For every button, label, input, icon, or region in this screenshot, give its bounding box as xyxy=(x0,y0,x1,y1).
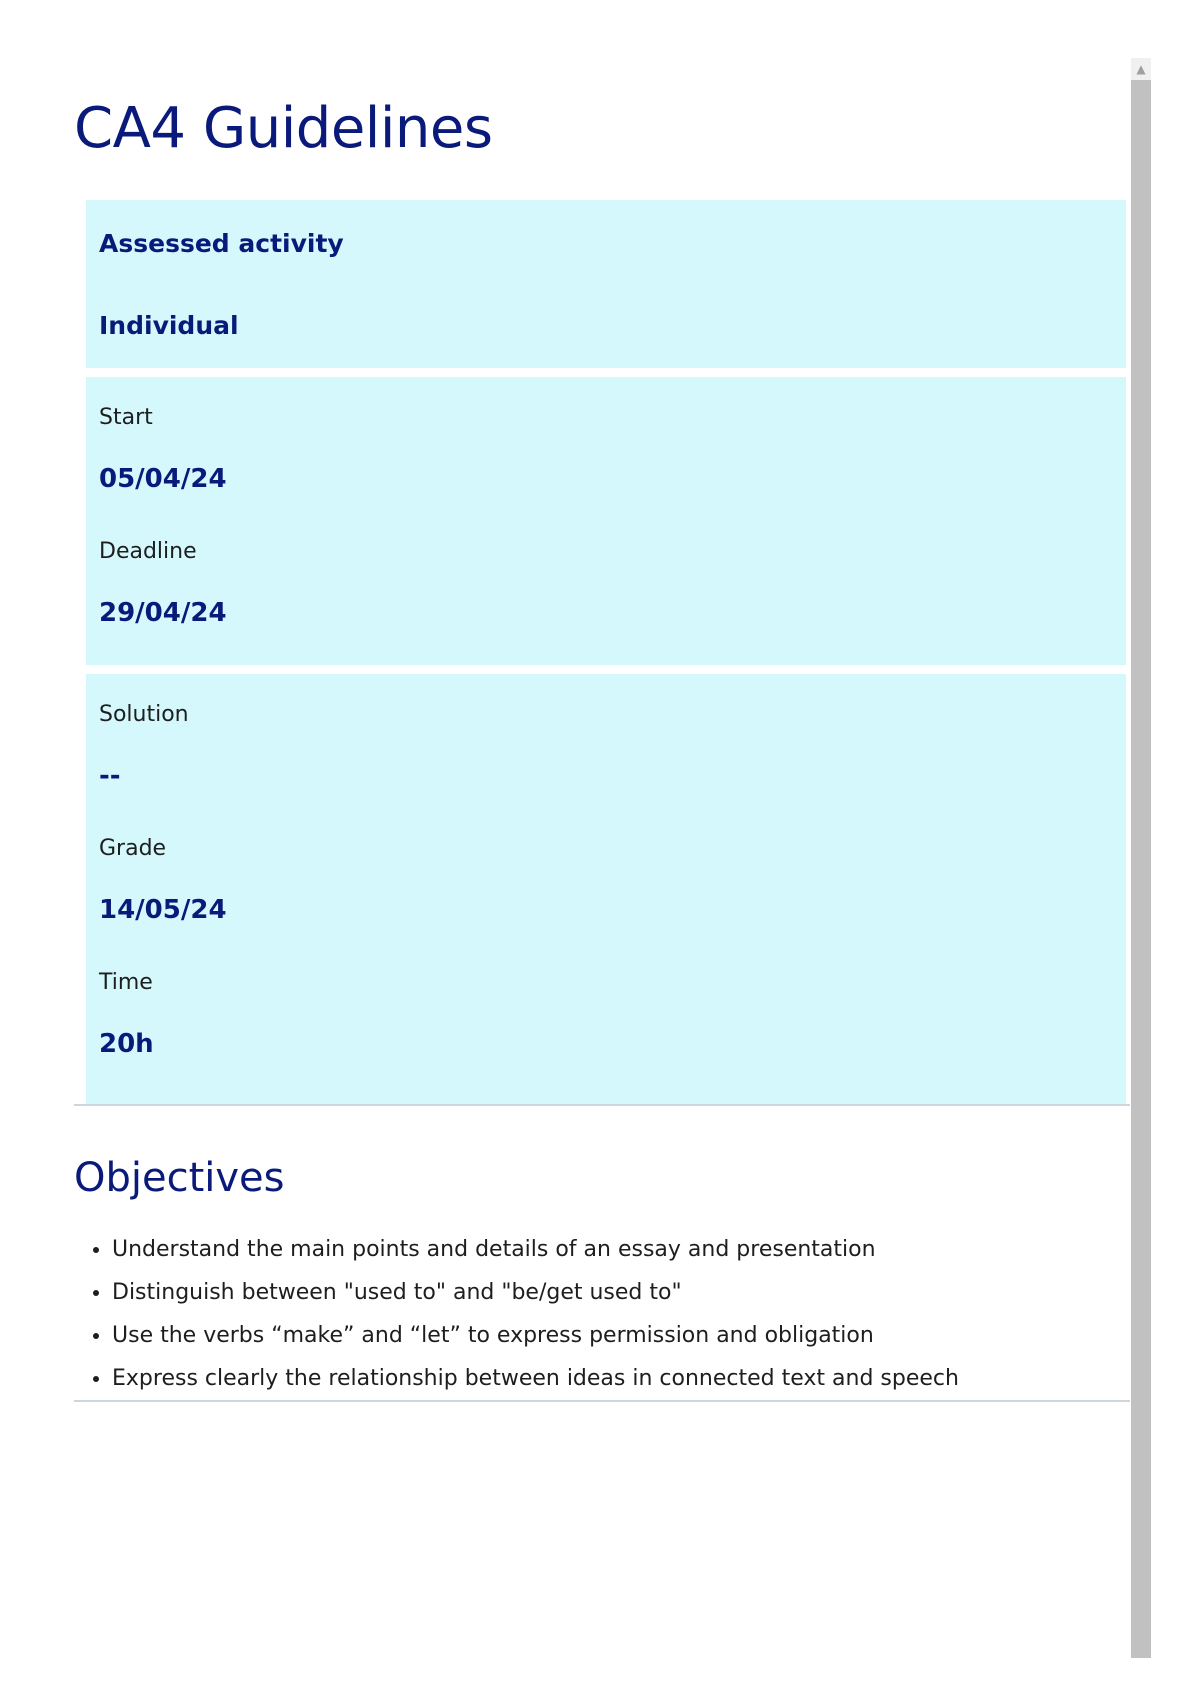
objective-item: • Use the verbs “make” and “let” to express permission and obligation xyxy=(112,1314,1126,1357)
deadline-label: Deadline xyxy=(99,538,197,564)
activity-type: Assessed activity xyxy=(99,228,344,258)
grade-value: 14/05/24 xyxy=(99,894,227,925)
page-title: CA4 Guidelines xyxy=(74,96,493,161)
main-content xyxy=(74,60,1126,1402)
objectives-list xyxy=(74,1228,1126,1400)
time-label: Time xyxy=(99,969,153,995)
start-value: 05/04/24 xyxy=(99,463,227,494)
deadline-value: 29/04/24 xyxy=(99,597,227,628)
deadline-field xyxy=(99,537,1113,629)
objective-item: • Express clearly the relationship between ideas in connected text and speech xyxy=(112,1357,1126,1400)
vertical-scrollbar[interactable] xyxy=(1131,58,1151,1658)
time-field xyxy=(99,968,1113,1060)
start-field xyxy=(99,403,1113,495)
section-divider xyxy=(74,1400,1130,1402)
activity-mode: Individual xyxy=(99,310,239,340)
solution-value: -- xyxy=(99,760,121,791)
objectives-heading: Objectives xyxy=(74,1154,285,1201)
solution-label: Solution xyxy=(99,701,189,727)
objective-item: • Understand the main points and details of an essay and presentation xyxy=(112,1228,1126,1271)
scrollbar-thumb[interactable] xyxy=(1131,80,1151,1658)
section-divider xyxy=(74,1104,1130,1106)
details-panel xyxy=(86,674,1126,1104)
time-value: 20h xyxy=(99,1028,154,1059)
start-label: Start xyxy=(99,404,153,430)
objective-item: • Distinguish between "used to" and "be/get used to" xyxy=(112,1271,1126,1314)
activity-info-panel xyxy=(86,200,1126,368)
solution-field xyxy=(99,700,1113,792)
grade-field xyxy=(99,834,1113,926)
grade-label: Grade xyxy=(99,835,167,861)
dates-panel xyxy=(86,377,1126,665)
scroll-up-arrow-icon[interactable]: ▲ xyxy=(1136,62,1146,76)
